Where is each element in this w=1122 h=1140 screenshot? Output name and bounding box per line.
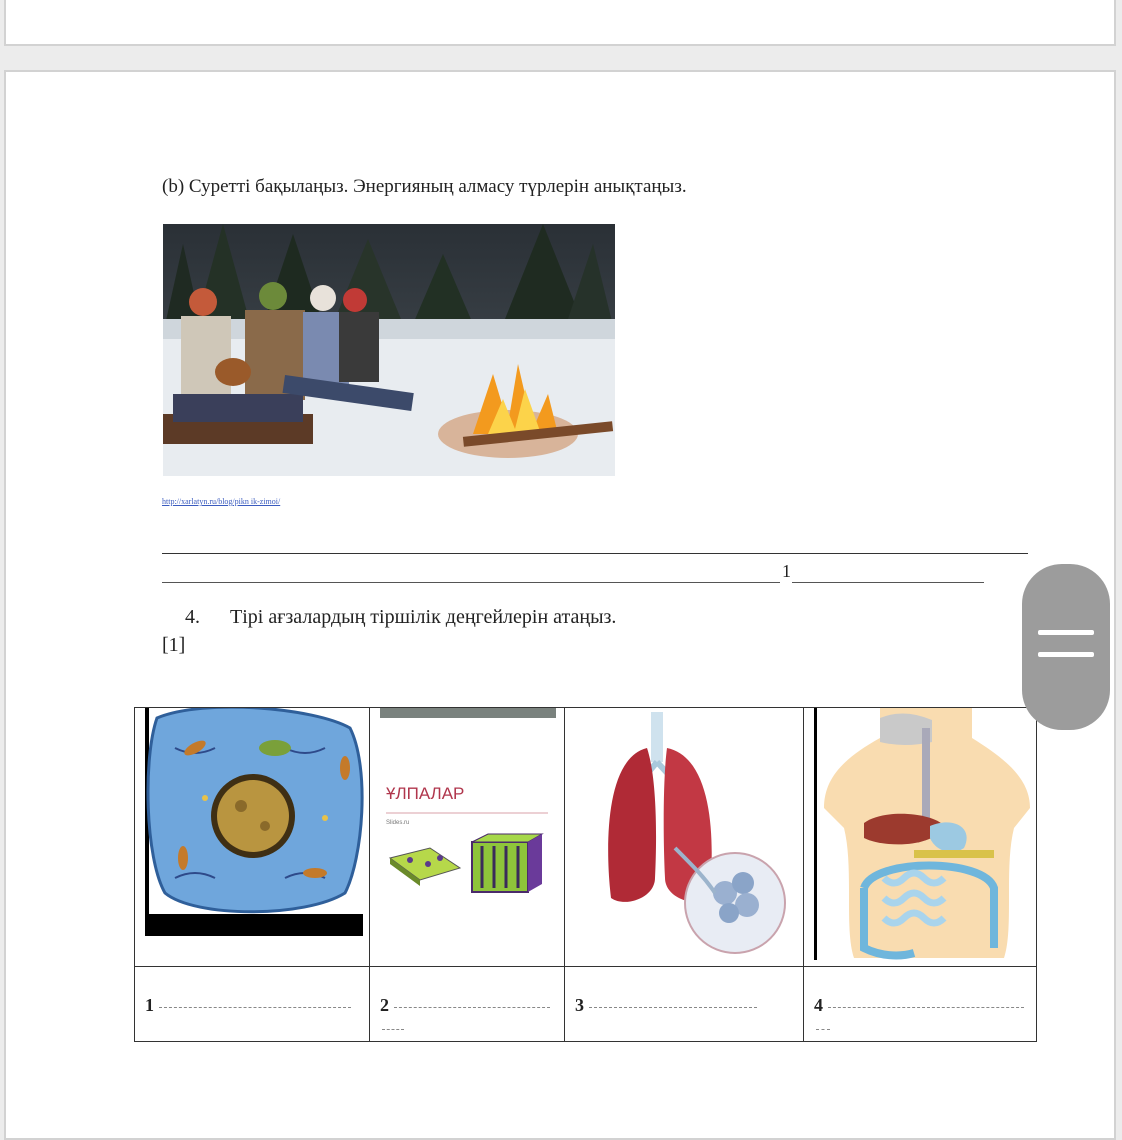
answer-line	[162, 553, 1028, 554]
lungs-organ	[565, 708, 803, 966]
cell-illustration	[135, 708, 369, 966]
slide-subtitle: Slides.ru	[386, 820, 410, 826]
menu-lines-icon	[1038, 630, 1094, 635]
mark-value: 1	[782, 561, 791, 581]
level-number: 3	[575, 995, 584, 1015]
image-source-link[interactable]: http://xarlatyn.ru/blog/pikn ik-zimoi/	[162, 497, 281, 506]
question-4-number: 4.	[185, 606, 200, 628]
winter-campfire-photo	[163, 224, 615, 476]
answer-dotted-line	[394, 1007, 550, 1008]
previous-page	[4, 0, 1116, 46]
answer-cell-2[interactable]	[370, 967, 565, 1042]
answer-line	[792, 582, 984, 583]
level-number: 4	[814, 995, 823, 1015]
tissues-slide	[370, 708, 564, 966]
cell-image-cell	[135, 708, 370, 967]
digestive-system	[804, 708, 1036, 966]
question-4-text: Тірі ағзалардың тіршілік деңгейлерін атаңыз.	[230, 606, 617, 628]
tissues-image-cell	[370, 708, 565, 967]
level-number: 1	[145, 995, 154, 1015]
question-b-text: (b) Суретті бақылаңыз. Энергияның алмасу түрлерін анықтаңыз.	[162, 176, 687, 197]
answer-line	[162, 582, 780, 583]
question-4-mark: [1]	[162, 634, 186, 656]
answer-cell-1[interactable]	[135, 967, 370, 1042]
answer-dotted-line	[828, 1007, 1024, 1008]
level-number: 2	[380, 995, 389, 1015]
menu-lines-icon	[1038, 652, 1094, 657]
slide-title: ҰЛПАЛАР	[386, 784, 465, 803]
scroll-handle[interactable]	[1022, 564, 1110, 730]
organ-image-cell	[565, 708, 804, 967]
answer-dotted-line	[159, 1007, 351, 1008]
life-levels-table	[134, 707, 1037, 1042]
organ-system-image-cell	[804, 708, 1037, 967]
answer-dotted-line	[816, 1029, 830, 1030]
answer-dotted-line	[382, 1029, 404, 1030]
answer-cell-4[interactable]	[804, 967, 1037, 1042]
answer-dotted-line	[589, 1007, 757, 1008]
answer-cell-3[interactable]	[565, 967, 804, 1042]
